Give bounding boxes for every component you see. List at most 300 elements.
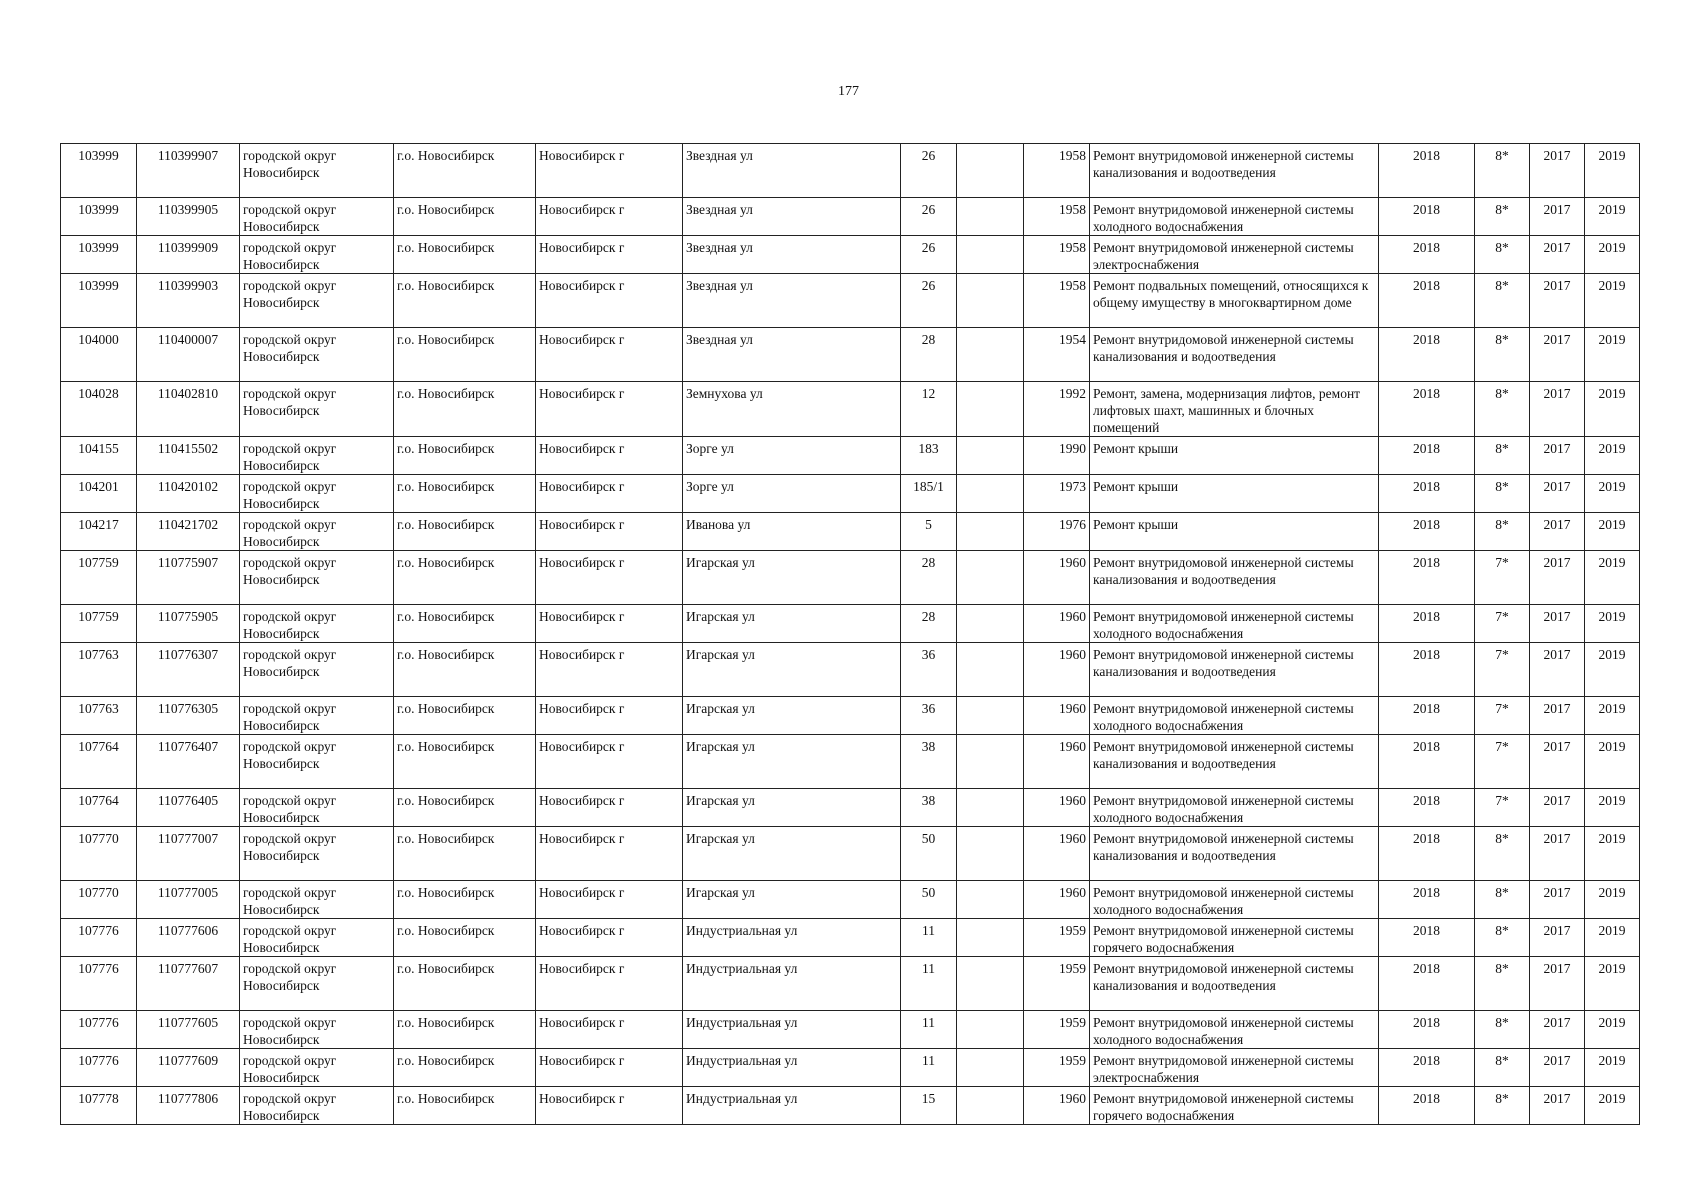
period-start-cell: 2017 xyxy=(1530,1011,1585,1049)
priority-cell: 7* xyxy=(1475,605,1530,643)
municipality-cell: городской округ Новосибирск xyxy=(240,144,394,198)
priority-cell: 8* xyxy=(1475,957,1530,1011)
table-row xyxy=(61,236,1640,274)
work-id-cell: 110776305 xyxy=(137,697,240,735)
priority-cell: 8* xyxy=(1475,437,1530,475)
table-row xyxy=(61,919,1640,957)
building-id-cell: 103999 xyxy=(61,144,137,198)
period-start-cell: 2017 xyxy=(1530,1087,1585,1125)
locality-cell: Новосибирск г xyxy=(536,236,683,274)
street-cell: Индустриальная ул xyxy=(683,1087,901,1125)
table-row xyxy=(61,551,1640,605)
municipality-cell: городской округ Новосибирск xyxy=(240,198,394,236)
locality-cell: Новосибирск г xyxy=(536,827,683,881)
locality-cell: Новосибирск г xyxy=(536,957,683,1011)
plan-year-cell: 2018 xyxy=(1379,198,1475,236)
building-id-cell: 107776 xyxy=(61,1049,137,1087)
building-letter-cell xyxy=(957,144,1024,198)
city-district-cell: г.о. Новосибирск xyxy=(394,827,536,881)
municipality-cell: городской округ Новосибирск xyxy=(240,551,394,605)
municipality-cell: городской округ Новосибирск xyxy=(240,1087,394,1125)
building-id-cell: 107770 xyxy=(61,881,137,919)
table-row xyxy=(61,957,1640,1011)
period-start-cell: 2017 xyxy=(1530,605,1585,643)
build-year-cell: 1959 xyxy=(1024,1049,1090,1087)
plan-year-cell: 2018 xyxy=(1379,789,1475,827)
locality-cell: Новосибирск г xyxy=(536,513,683,551)
building-letter-cell xyxy=(957,881,1024,919)
period-end-cell: 2019 xyxy=(1585,789,1640,827)
house-number-cell: 28 xyxy=(901,551,957,605)
priority-cell: 7* xyxy=(1475,643,1530,697)
building-letter-cell xyxy=(957,437,1024,475)
table-row xyxy=(61,827,1640,881)
house-number-cell: 15 xyxy=(901,1087,957,1125)
work-type-cell: Ремонт внутридомовой инженерной системы канализования и водоотведения xyxy=(1090,144,1379,198)
build-year-cell: 1960 xyxy=(1024,1087,1090,1125)
build-year-cell: 1958 xyxy=(1024,236,1090,274)
locality-cell: Новосибирск г xyxy=(536,643,683,697)
period-end-cell: 2019 xyxy=(1585,328,1640,382)
plan-year-cell: 2018 xyxy=(1379,144,1475,198)
house-number-cell: 36 xyxy=(901,697,957,735)
plan-year-cell: 2018 xyxy=(1379,957,1475,1011)
plan-year-cell: 2018 xyxy=(1379,1011,1475,1049)
priority-cell: 8* xyxy=(1475,1049,1530,1087)
work-type-cell: Ремонт внутридомовой инженерной системы холодного водоснабжения xyxy=(1090,881,1379,919)
locality-cell: Новосибирск г xyxy=(536,437,683,475)
street-cell: Звездная ул xyxy=(683,198,901,236)
street-cell: Индустриальная ул xyxy=(683,1011,901,1049)
building-letter-cell xyxy=(957,1049,1024,1087)
house-number-cell: 28 xyxy=(901,328,957,382)
priority-cell: 8* xyxy=(1475,919,1530,957)
period-start-cell: 2017 xyxy=(1530,513,1585,551)
building-letter-cell xyxy=(957,919,1024,957)
priority-cell: 8* xyxy=(1475,274,1530,328)
period-end-cell: 2019 xyxy=(1585,1049,1640,1087)
period-start-cell: 2017 xyxy=(1530,789,1585,827)
street-cell: Зорге ул xyxy=(683,437,901,475)
house-number-cell: 28 xyxy=(901,605,957,643)
plan-year-cell: 2018 xyxy=(1379,735,1475,789)
build-year-cell: 1959 xyxy=(1024,1011,1090,1049)
city-district-cell: г.о. Новосибирск xyxy=(394,735,536,789)
city-district-cell: г.о. Новосибирск xyxy=(394,437,536,475)
plan-year-cell: 2018 xyxy=(1379,328,1475,382)
plan-year-cell: 2018 xyxy=(1379,475,1475,513)
street-cell: Земнухова ул xyxy=(683,382,901,437)
period-start-cell: 2017 xyxy=(1530,551,1585,605)
building-letter-cell xyxy=(957,1011,1024,1049)
street-cell: Звездная ул xyxy=(683,274,901,328)
build-year-cell: 1973 xyxy=(1024,475,1090,513)
locality-cell: Новосибирск г xyxy=(536,1011,683,1049)
work-id-cell: 110399905 xyxy=(137,198,240,236)
municipality-cell: городской округ Новосибирск xyxy=(240,437,394,475)
period-start-cell: 2017 xyxy=(1530,697,1585,735)
priority-cell: 8* xyxy=(1475,513,1530,551)
building-id-cell: 107759 xyxy=(61,605,137,643)
house-number-cell: 38 xyxy=(901,789,957,827)
plan-year-cell: 2018 xyxy=(1379,513,1475,551)
priority-cell: 8* xyxy=(1475,236,1530,274)
build-year-cell: 1960 xyxy=(1024,827,1090,881)
work-id-cell: 110777609 xyxy=(137,1049,240,1087)
work-id-cell: 110402810 xyxy=(137,382,240,437)
building-letter-cell xyxy=(957,697,1024,735)
table-row xyxy=(61,144,1640,198)
work-type-cell: Ремонт, замена, модернизация лифтов, ремонт лифтовых шахт, машинных и блочных помещений xyxy=(1090,382,1379,437)
build-year-cell: 1990 xyxy=(1024,437,1090,475)
building-id-cell: 103999 xyxy=(61,236,137,274)
city-district-cell: г.о. Новосибирск xyxy=(394,919,536,957)
city-district-cell: г.о. Новосибирск xyxy=(394,198,536,236)
city-district-cell: г.о. Новосибирск xyxy=(394,513,536,551)
priority-cell: 8* xyxy=(1475,328,1530,382)
street-cell: Игарская ул xyxy=(683,697,901,735)
plan-year-cell: 2018 xyxy=(1379,274,1475,328)
period-end-cell: 2019 xyxy=(1585,605,1640,643)
table-row xyxy=(61,328,1640,382)
priority-cell: 7* xyxy=(1475,789,1530,827)
locality-cell: Новосибирск г xyxy=(536,328,683,382)
street-cell: Игарская ул xyxy=(683,827,901,881)
work-id-cell: 110421702 xyxy=(137,513,240,551)
building-id-cell: 107764 xyxy=(61,735,137,789)
work-id-cell: 110777806 xyxy=(137,1087,240,1125)
building-letter-cell xyxy=(957,1087,1024,1125)
build-year-cell: 1960 xyxy=(1024,551,1090,605)
house-number-cell: 26 xyxy=(901,144,957,198)
municipality-cell: городской округ Новосибирск xyxy=(240,236,394,274)
table-row xyxy=(61,881,1640,919)
build-year-cell: 1958 xyxy=(1024,144,1090,198)
period-end-cell: 2019 xyxy=(1585,437,1640,475)
work-type-cell: Ремонт крыши xyxy=(1090,437,1379,475)
period-end-cell: 2019 xyxy=(1585,475,1640,513)
work-type-cell: Ремонт внутридомовой инженерной системы холодного водоснабжения xyxy=(1090,697,1379,735)
house-number-cell: 11 xyxy=(901,919,957,957)
locality-cell: Новосибирск г xyxy=(536,198,683,236)
street-cell: Звездная ул xyxy=(683,236,901,274)
work-type-cell: Ремонт внутридомовой инженерной системы холодного водоснабжения xyxy=(1090,605,1379,643)
city-district-cell: г.о. Новосибирск xyxy=(394,1049,536,1087)
period-start-cell: 2017 xyxy=(1530,236,1585,274)
house-number-cell: 50 xyxy=(901,827,957,881)
city-district-cell: г.о. Новосибирск xyxy=(394,274,536,328)
locality-cell: Новосибирск г xyxy=(536,144,683,198)
work-id-cell: 110400007 xyxy=(137,328,240,382)
building-letter-cell xyxy=(957,957,1024,1011)
house-number-cell: 38 xyxy=(901,735,957,789)
work-id-cell: 110420102 xyxy=(137,475,240,513)
municipality-cell: городской округ Новосибирск xyxy=(240,789,394,827)
house-number-cell: 11 xyxy=(901,957,957,1011)
work-type-cell: Ремонт крыши xyxy=(1090,513,1379,551)
street-cell: Игарская ул xyxy=(683,643,901,697)
house-number-cell: 183 xyxy=(901,437,957,475)
plan-year-cell: 2018 xyxy=(1379,382,1475,437)
building-letter-cell xyxy=(957,274,1024,328)
priority-cell: 8* xyxy=(1475,475,1530,513)
city-district-cell: г.о. Новосибирск xyxy=(394,605,536,643)
table-row xyxy=(61,1049,1640,1087)
building-letter-cell xyxy=(957,789,1024,827)
city-district-cell: г.о. Новосибирск xyxy=(394,957,536,1011)
repair-schedule-table xyxy=(60,143,1640,1125)
locality-cell: Новосибирск г xyxy=(536,1087,683,1125)
building-id-cell: 107759 xyxy=(61,551,137,605)
municipality-cell: городской округ Новосибирск xyxy=(240,605,394,643)
work-type-cell: Ремонт внутридомовой инженерной системы горячего водоснабжения xyxy=(1090,1087,1379,1125)
period-end-cell: 2019 xyxy=(1585,827,1640,881)
city-district-cell: г.о. Новосибирск xyxy=(394,236,536,274)
priority-cell: 8* xyxy=(1475,198,1530,236)
period-end-cell: 2019 xyxy=(1585,1087,1640,1125)
building-id-cell: 107764 xyxy=(61,789,137,827)
house-number-cell: 36 xyxy=(901,643,957,697)
build-year-cell: 1960 xyxy=(1024,605,1090,643)
locality-cell: Новосибирск г xyxy=(536,697,683,735)
period-start-cell: 2017 xyxy=(1530,475,1585,513)
table-row xyxy=(61,382,1640,437)
city-district-cell: г.о. Новосибирск xyxy=(394,328,536,382)
street-cell: Иванова ул xyxy=(683,513,901,551)
priority-cell: 8* xyxy=(1475,881,1530,919)
period-end-cell: 2019 xyxy=(1585,382,1640,437)
period-end-cell: 2019 xyxy=(1585,919,1640,957)
building-letter-cell xyxy=(957,475,1024,513)
build-year-cell: 1960 xyxy=(1024,881,1090,919)
locality-cell: Новосибирск г xyxy=(536,1049,683,1087)
build-year-cell: 1960 xyxy=(1024,697,1090,735)
house-number-cell: 26 xyxy=(901,236,957,274)
building-id-cell: 107776 xyxy=(61,919,137,957)
building-letter-cell xyxy=(957,382,1024,437)
plan-year-cell: 2018 xyxy=(1379,919,1475,957)
period-start-cell: 2017 xyxy=(1530,274,1585,328)
street-cell: Индустриальная ул xyxy=(683,1049,901,1087)
work-type-cell: Ремонт внутридомовой инженерной системы горячего водоснабжения xyxy=(1090,919,1379,957)
period-end-cell: 2019 xyxy=(1585,274,1640,328)
municipality-cell: городской округ Новосибирск xyxy=(240,274,394,328)
plan-year-cell: 2018 xyxy=(1379,881,1475,919)
building-letter-cell xyxy=(957,735,1024,789)
period-start-cell: 2017 xyxy=(1530,382,1585,437)
period-start-cell: 2017 xyxy=(1530,957,1585,1011)
municipality-cell: городской округ Новосибирск xyxy=(240,643,394,697)
plan-year-cell: 2018 xyxy=(1379,697,1475,735)
plan-year-cell: 2018 xyxy=(1379,605,1475,643)
street-cell: Индустриальная ул xyxy=(683,919,901,957)
table-row xyxy=(61,643,1640,697)
locality-cell: Новосибирск г xyxy=(536,789,683,827)
period-start-cell: 2017 xyxy=(1530,144,1585,198)
building-id-cell: 104217 xyxy=(61,513,137,551)
table-row xyxy=(61,697,1640,735)
build-year-cell: 1958 xyxy=(1024,274,1090,328)
table-row xyxy=(61,1087,1640,1125)
period-end-cell: 2019 xyxy=(1585,643,1640,697)
city-district-cell: г.о. Новосибирск xyxy=(394,697,536,735)
building-id-cell: 103999 xyxy=(61,198,137,236)
table-row xyxy=(61,605,1640,643)
building-letter-cell xyxy=(957,328,1024,382)
work-id-cell: 110777607 xyxy=(137,957,240,1011)
priority-cell: 7* xyxy=(1475,697,1530,735)
house-number-cell: 50 xyxy=(901,881,957,919)
locality-cell: Новосибирск г xyxy=(536,919,683,957)
work-type-cell: Ремонт подвальных помещений, относящихся к общему имуществу в многоквартирном доме xyxy=(1090,274,1379,328)
house-number-cell: 185/1 xyxy=(901,475,957,513)
building-id-cell: 107763 xyxy=(61,643,137,697)
table-row xyxy=(61,437,1640,475)
work-type-cell: Ремонт внутридомовой инженерной системы канализования и водоотведения xyxy=(1090,827,1379,881)
building-letter-cell xyxy=(957,236,1024,274)
work-id-cell: 110776307 xyxy=(137,643,240,697)
period-start-cell: 2017 xyxy=(1530,881,1585,919)
city-district-cell: г.о. Новосибирск xyxy=(394,1011,536,1049)
build-year-cell: 1959 xyxy=(1024,919,1090,957)
work-id-cell: 110775907 xyxy=(137,551,240,605)
municipality-cell: городской округ Новосибирск xyxy=(240,1049,394,1087)
building-letter-cell xyxy=(957,827,1024,881)
work-id-cell: 110777606 xyxy=(137,919,240,957)
work-type-cell: Ремонт внутридомовой инженерной системы электроснабжения xyxy=(1090,1049,1379,1087)
table-row xyxy=(61,789,1640,827)
build-year-cell: 1960 xyxy=(1024,789,1090,827)
municipality-cell: городской округ Новосибирск xyxy=(240,735,394,789)
street-cell: Игарская ул xyxy=(683,551,901,605)
building-id-cell: 107778 xyxy=(61,1087,137,1125)
priority-cell: 7* xyxy=(1475,735,1530,789)
priority-cell: 7* xyxy=(1475,551,1530,605)
municipality-cell: городской округ Новосибирск xyxy=(240,697,394,735)
municipality-cell: городской округ Новосибирск xyxy=(240,328,394,382)
locality-cell: Новосибирск г xyxy=(536,735,683,789)
build-year-cell: 1959 xyxy=(1024,957,1090,1011)
plan-year-cell: 2018 xyxy=(1379,437,1475,475)
street-cell: Звездная ул xyxy=(683,328,901,382)
work-type-cell: Ремонт внутридомовой инженерной системы канализования и водоотведения xyxy=(1090,551,1379,605)
municipality-cell: городской округ Новосибирск xyxy=(240,881,394,919)
work-id-cell: 110775905 xyxy=(137,605,240,643)
period-start-cell: 2017 xyxy=(1530,643,1585,697)
city-district-cell: г.о. Новосибирск xyxy=(394,551,536,605)
table-row xyxy=(61,1011,1640,1049)
street-cell: Звездная ул xyxy=(683,144,901,198)
work-id-cell: 110777605 xyxy=(137,1011,240,1049)
build-year-cell: 1960 xyxy=(1024,643,1090,697)
work-id-cell: 110399909 xyxy=(137,236,240,274)
work-type-cell: Ремонт внутридомовой инженерной системы холодного водоснабжения xyxy=(1090,198,1379,236)
work-type-cell: Ремонт внутридомовой инженерной системы канализования и водоотведения xyxy=(1090,328,1379,382)
period-start-cell: 2017 xyxy=(1530,827,1585,881)
street-cell: Игарская ул xyxy=(683,789,901,827)
street-cell: Индустриальная ул xyxy=(683,957,901,1011)
plan-year-cell: 2018 xyxy=(1379,1087,1475,1125)
work-id-cell: 110399907 xyxy=(137,144,240,198)
table-body xyxy=(61,144,1640,1125)
build-year-cell: 1958 xyxy=(1024,198,1090,236)
work-id-cell: 110777007 xyxy=(137,827,240,881)
municipality-cell: городской округ Новосибирск xyxy=(240,919,394,957)
locality-cell: Новосибирск г xyxy=(536,475,683,513)
locality-cell: Новосибирск г xyxy=(536,382,683,437)
city-district-cell: г.о. Новосибирск xyxy=(394,144,536,198)
house-number-cell: 26 xyxy=(901,198,957,236)
priority-cell: 8* xyxy=(1475,1011,1530,1049)
work-id-cell: 110777005 xyxy=(137,881,240,919)
period-end-cell: 2019 xyxy=(1585,198,1640,236)
table-row xyxy=(61,274,1640,328)
building-letter-cell xyxy=(957,605,1024,643)
street-cell: Зорге ул xyxy=(683,475,901,513)
plan-year-cell: 2018 xyxy=(1379,827,1475,881)
municipality-cell: городской округ Новосибирск xyxy=(240,475,394,513)
building-letter-cell xyxy=(957,643,1024,697)
work-type-cell: Ремонт внутридомовой инженерной системы канализования и водоотведения xyxy=(1090,957,1379,1011)
building-id-cell: 107770 xyxy=(61,827,137,881)
work-type-cell: Ремонт внутридомовой инженерной системы канализования и водоотведения xyxy=(1090,643,1379,697)
building-letter-cell xyxy=(957,198,1024,236)
city-district-cell: г.о. Новосибирск xyxy=(394,643,536,697)
period-start-cell: 2017 xyxy=(1530,919,1585,957)
period-start-cell: 2017 xyxy=(1530,735,1585,789)
build-year-cell: 1976 xyxy=(1024,513,1090,551)
building-letter-cell xyxy=(957,513,1024,551)
city-district-cell: г.о. Новосибирск xyxy=(394,789,536,827)
building-id-cell: 107763 xyxy=(61,697,137,735)
period-end-cell: 2019 xyxy=(1585,1011,1640,1049)
plan-year-cell: 2018 xyxy=(1379,1049,1475,1087)
street-cell: Игарская ул xyxy=(683,735,901,789)
street-cell: Игарская ул xyxy=(683,881,901,919)
period-start-cell: 2017 xyxy=(1530,328,1585,382)
building-letter-cell xyxy=(957,551,1024,605)
priority-cell: 8* xyxy=(1475,144,1530,198)
work-type-cell: Ремонт внутридомовой инженерной системы электроснабжения xyxy=(1090,236,1379,274)
building-id-cell: 104155 xyxy=(61,437,137,475)
locality-cell: Новосибирск г xyxy=(536,274,683,328)
priority-cell: 8* xyxy=(1475,1087,1530,1125)
municipality-cell: городской округ Новосибирск xyxy=(240,827,394,881)
city-district-cell: г.о. Новосибирск xyxy=(394,1087,536,1125)
page-number: 177 xyxy=(838,84,859,99)
work-type-cell: Ремонт внутридомовой инженерной системы канализования и водоотведения xyxy=(1090,735,1379,789)
house-number-cell: 26 xyxy=(901,274,957,328)
building-id-cell: 103999 xyxy=(61,274,137,328)
work-id-cell: 110415502 xyxy=(137,437,240,475)
build-year-cell: 1992 xyxy=(1024,382,1090,437)
period-end-cell: 2019 xyxy=(1585,697,1640,735)
period-start-cell: 2017 xyxy=(1530,198,1585,236)
work-id-cell: 110776407 xyxy=(137,735,240,789)
locality-cell: Новосибирск г xyxy=(536,551,683,605)
table-row xyxy=(61,735,1640,789)
table-row xyxy=(61,475,1640,513)
plan-year-cell: 2018 xyxy=(1379,236,1475,274)
municipality-cell: городской округ Новосибирск xyxy=(240,513,394,551)
house-number-cell: 11 xyxy=(901,1011,957,1049)
table-row xyxy=(61,198,1640,236)
city-district-cell: г.о. Новосибирск xyxy=(394,881,536,919)
plan-year-cell: 2018 xyxy=(1379,643,1475,697)
building-id-cell: 107776 xyxy=(61,957,137,1011)
house-number-cell: 5 xyxy=(901,513,957,551)
building-id-cell: 104028 xyxy=(61,382,137,437)
